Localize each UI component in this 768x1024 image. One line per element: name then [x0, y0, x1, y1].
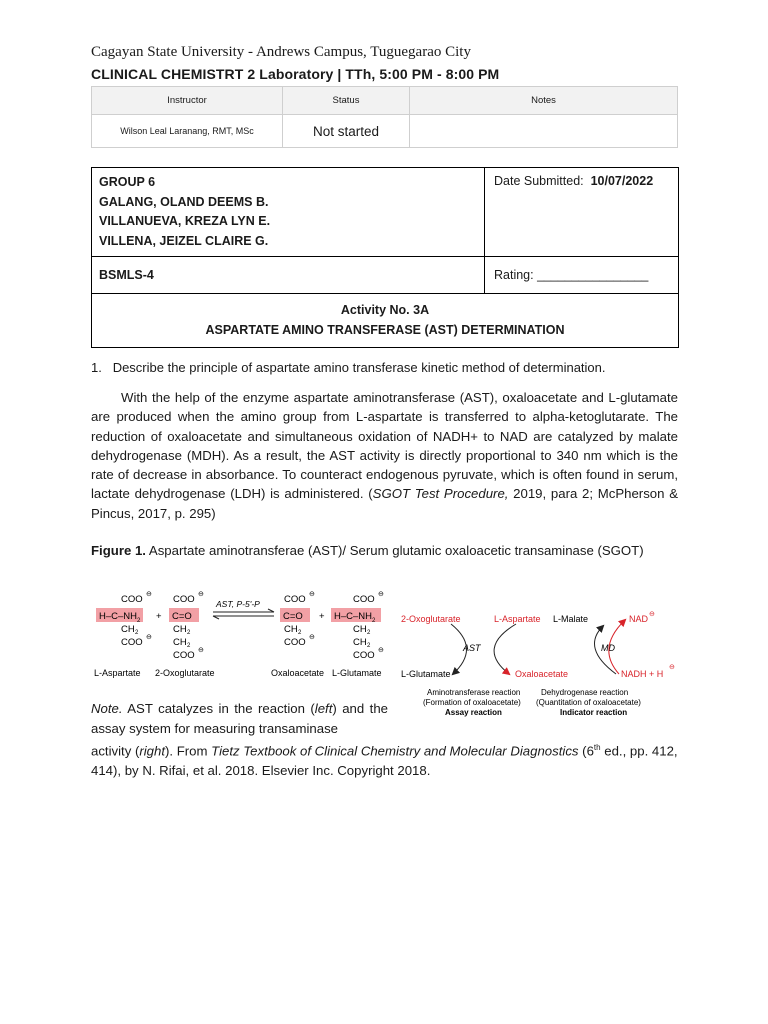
activity-title: ASPARTATE AMINO TRANSFERASE (AST) DETERMINATION: [205, 323, 565, 337]
ast-arrow-right: [494, 624, 516, 674]
minus-sign: ⊖: [198, 647, 204, 654]
ch2-text: CH: [173, 624, 187, 635]
coo-text: COO: [284, 594, 306, 605]
activity-number: Activity No. 3A: [340, 303, 430, 317]
answer-paragraph: [91, 388, 678, 523]
label-oxaloacetate: Oxaloacetate: [515, 669, 569, 679]
minus-sign: ⊖: [378, 591, 384, 598]
name-2-oxoglutarate: 2-Oxoglutarate: [155, 668, 215, 678]
left-caption-3: Assay reaction: [445, 708, 502, 717]
label-2-oxoglutarate: 2-Oxoglutarate: [401, 614, 461, 624]
figure-note-part2: [91, 738, 681, 780]
subscript-2: 2: [298, 630, 302, 636]
figure-caption: [91, 543, 644, 558]
ch2-text: CH: [284, 624, 298, 635]
date-value: 10/07/2022: [590, 174, 654, 188]
molecule-l-glutamate: [331, 591, 384, 661]
date-cell: [485, 168, 679, 257]
charge-h: ⊖: [669, 664, 675, 671]
note-left: left: [314, 701, 333, 716]
figure-label: Figure 1.: [91, 543, 146, 558]
col-status: Status: [283, 87, 410, 115]
note-text-5: ed., pp. 412, 414), by N. Rifai, et al. 2018. Elsevier Inc. Copyright 2018.: [91, 743, 678, 778]
minus-sign: ⊖: [378, 647, 384, 654]
minus-sign: ⊖: [146, 634, 152, 641]
co-row: C=O: [283, 611, 303, 622]
molecule-2-oxoglutarate: [169, 591, 204, 661]
rating-blank: ________________: [537, 268, 649, 282]
note-text-4: (6: [578, 743, 594, 759]
reaction-scheme: [94, 591, 384, 678]
note-superscript: th: [593, 743, 601, 752]
status-table: [91, 86, 678, 148]
label-l-glutamate: L-Glutamate: [401, 669, 451, 679]
right-caption-2: (Quantitation of oxaloacetate): [536, 698, 641, 707]
name-oxaloacetate: Oxaloacetate: [271, 668, 325, 678]
right-caption-1: Dehydrogenase reaction: [541, 688, 629, 697]
member-2: VILLANUEVA, KREZA LYN E.: [99, 214, 271, 228]
minus-sign: ⊖: [309, 634, 315, 641]
question-1: [91, 360, 606, 375]
molecule-l-aspartate: [96, 591, 152, 648]
enzyme-label: AST, P-5'-P: [216, 599, 260, 609]
label-l-malate: L-Malate: [553, 614, 589, 624]
ch2-text: CH: [353, 637, 367, 648]
nh2-row: H–C–NH: [99, 611, 138, 622]
answer-citation-rest: 2019, para 2; McPherson & Pincus, 2017, p. 295): [91, 486, 678, 521]
label-nad: NAD: [629, 614, 649, 624]
label-ast: AST: [463, 643, 481, 653]
subscript-2: 2: [187, 630, 191, 636]
figure-note-part1: [91, 699, 388, 738]
subscript-2: 2: [367, 643, 371, 649]
figure-caption-text: Aspartate aminotransferae (AST)/ Serum glutamic oxaloacetic transaminase (SGOT): [145, 543, 644, 558]
rating-label: Rating:: [494, 268, 534, 282]
notes-value[interactable]: [410, 115, 678, 148]
answer-citation-italic: SGOT Test Procedure,: [372, 486, 509, 502]
left-caption-2: (Formation of oxaloacetate): [423, 698, 521, 707]
name-l-glutamate: L-Glutamate: [332, 668, 382, 678]
right-caption-3: Indicator reaction: [560, 708, 628, 717]
group-members-cell: [92, 168, 485, 257]
assay-scheme: [401, 611, 675, 717]
university-header: Cagayan State University - Andrews Campus, Tuguegarao City: [91, 44, 471, 60]
col-instructor: Instructor: [92, 87, 283, 115]
left-caption-1: Aminotransferase reaction: [427, 688, 521, 697]
label-nadh: NADH + H: [621, 669, 664, 679]
note-continuation: activity (: [91, 743, 140, 759]
date-label: Date Submitted:: [494, 174, 584, 188]
status-value[interactable]: Not started: [283, 115, 410, 148]
ch2-text: CH: [353, 624, 367, 635]
note-text-3: ). From: [165, 743, 212, 759]
subscript-2: 2: [137, 618, 141, 624]
note-text-1: AST catalyzes in the reaction (: [122, 701, 315, 716]
co-row: C=O: [172, 611, 192, 622]
instructor-value: Wilson Leal Laranang, RMT, MSc: [92, 115, 283, 148]
question-number: 1.: [91, 360, 102, 375]
name-l-aspartate: L-Aspartate: [94, 668, 141, 678]
note-book-title: Tietz Textbook of Clinical Chemistry and Molecular Diagnostics: [211, 743, 579, 759]
minus-sign: ⊖: [198, 591, 204, 598]
course-header: CLINICAL CHEMISTRT 2 Laboratory | TTh, 5:00 PM - 8:00 PM: [91, 66, 500, 82]
coo-text: COO: [121, 637, 143, 648]
plus-sign: +: [156, 611, 162, 622]
member-3: VILLENA, JEIZEL CLAIRE G.: [99, 233, 269, 248]
molecule-oxaloacetate: [280, 591, 315, 648]
charge-nad: ⊖: [649, 611, 655, 618]
coo-text: COO: [173, 650, 195, 661]
ch2-text: CH: [173, 637, 187, 648]
coo-text: COO: [353, 594, 375, 605]
coo-text: COO: [121, 594, 143, 605]
equilibrium-arrows: [213, 599, 274, 619]
ch2-text: CH: [121, 624, 135, 635]
label-l-aspartate: L-Aspartate: [494, 614, 541, 624]
minus-sign: ⊖: [146, 591, 152, 598]
program: BSMLS-4: [92, 257, 485, 294]
group-name: GROUP 6: [99, 175, 156, 189]
subscript-2: 2: [367, 630, 371, 636]
col-notes: Notes: [410, 87, 678, 115]
note-text-2: ) and the assay system for measuring transaminase: [91, 701, 388, 736]
subscript-2: 2: [135, 630, 139, 636]
member-1: GALANG, OLAND DEEMS B.: [99, 194, 269, 209]
subscript-2: 2: [372, 618, 376, 624]
label-md: MD: [601, 643, 615, 653]
coo-text: COO: [173, 594, 195, 605]
coo-text: COO: [353, 650, 375, 661]
group-info-table: [91, 167, 679, 348]
minus-sign: ⊖: [309, 591, 315, 598]
subscript-2: 2: [187, 643, 191, 649]
answer-body: With the help of the enzyme aspartate aminotransferase (AST), oxaloacetate and L-glutamate are produced when the amino group from L-aspartate is transferred to alpha-ketoglutarate. The reduction of oxaloacetate and simultaneous oxidation of NADH+ to NAD are catalyzed by malate dehydrogenase (MDH). As a result, the AST activity is directly proportional to 340 nm which is the rate of decrease in absorbance. To counteract endogenous pyruvate, which is often found in serum, lactate dehydrogenase (LDH) is administered. (: [91, 390, 678, 502]
note-label: Note.: [91, 701, 123, 716]
activity-cell: [92, 294, 679, 348]
nh2-row: H–C–NH: [334, 611, 373, 622]
question-text: Describe the principle of aspartate amino transferase kinetic method of determination.: [112, 360, 606, 375]
note-right: right: [139, 743, 166, 759]
plus-sign: +: [319, 611, 325, 622]
rating-cell: [485, 257, 679, 294]
coo-text: COO: [284, 637, 306, 648]
